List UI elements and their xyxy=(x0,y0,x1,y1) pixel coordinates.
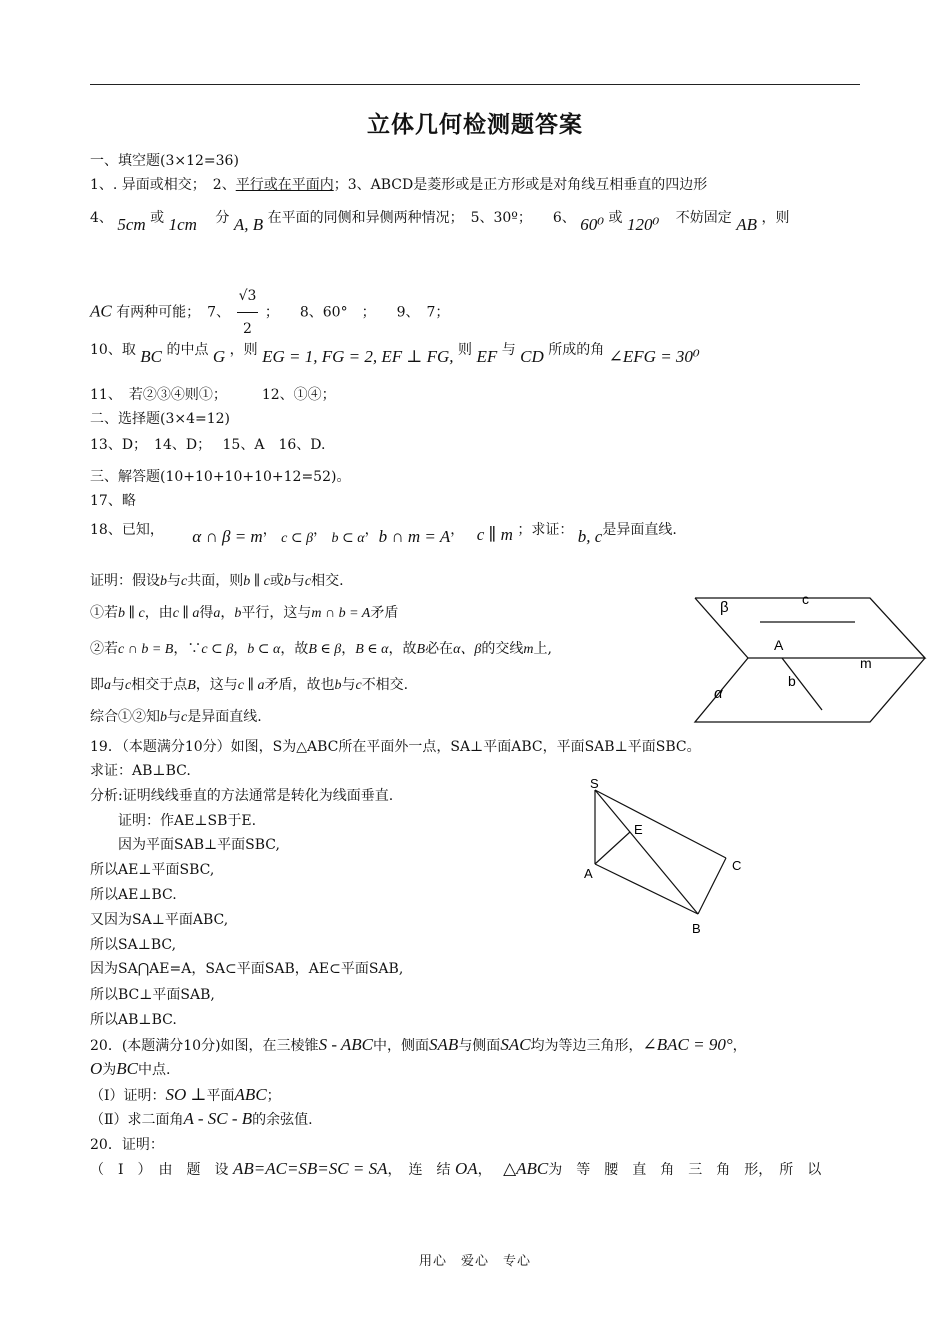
q19-line-5: 因为平面SAB⊥平面SBC, xyxy=(90,837,280,853)
fraction: $\frac{√3}{2}$ xyxy=(237,280,259,345)
q19-line-8: 又因为SA⊥平面ABC, xyxy=(90,912,229,928)
plane-alpha-outline xyxy=(695,658,925,722)
q20-line-2: O为BC中点. xyxy=(90,1059,171,1078)
label-C: C xyxy=(732,858,742,873)
choice-answers: 13、D； 14、D； 15、A 16、D. xyxy=(90,437,326,453)
q19-line-1: 19．（本题满分10分）如图，S为△ABC所在平面外一点，SA⊥平面ABC，平面SAB⊥平面SBC。 xyxy=(90,739,701,755)
page-title: 立体几何检测题答案 xyxy=(367,111,583,138)
answer-line-4b-9: AC 有两种可能； 7、 $\frac{√3}{2}$ ； 8、60° ； 9、 7； xyxy=(90,280,449,345)
q19-line-9: 所以SA⊥BC, xyxy=(90,937,177,953)
q17-answer: 17、略 xyxy=(90,493,136,509)
proof-line-2: ①若b ∥ c，由c ∥ a得a，b平行，这与m ∩ b = A矛盾 xyxy=(90,605,399,621)
q19-line-2: 求证：AB⊥BC. xyxy=(90,763,191,779)
q20-line-5: 20．证明： xyxy=(90,1137,164,1153)
section2-heading: 二、选择题(3×4=12) xyxy=(90,411,231,427)
answer-line-10: 10、取 BC 的中点 G ，则 EG = 1, FG = 2, EF ⊥ FG, 则 EF 与 CD 所成的角 ∠EFG = 30⁰ xyxy=(90,342,700,366)
pyramid-figure xyxy=(580,772,750,942)
label-S: S xyxy=(590,776,599,791)
q20-line-1: 20．(本题满分10分)如图，在三棱锥S - ABC中，侧面SAB与侧面SAC均为等边三角形，∠BAC = 90°， xyxy=(90,1035,747,1054)
q19-line-12: 所以AB⊥BC. xyxy=(90,1012,177,1028)
section1-heading: 一、填空题(3×12=36) xyxy=(90,153,239,169)
label-c: c xyxy=(802,591,809,607)
proof-line-4: 即a与c相交于点B，这与c ∥ a矛盾，故也b与c不相交. xyxy=(90,677,409,693)
q19-line-4: 证明：作AE⊥SB于E. xyxy=(90,813,257,829)
label-alpha: α xyxy=(714,685,723,702)
proof-line-5: 综合①②知b与c是异面直线. xyxy=(90,709,262,725)
edge-SC xyxy=(595,790,726,858)
label-E: E xyxy=(634,822,643,837)
top-rule xyxy=(90,84,860,85)
plane-beta-outline xyxy=(695,598,925,658)
q18-statement: 18、已知， α ∩ β = m， c ⊂ β， b ⊂ α，b ∩ m = A， c ∥ m ；求证： b, c是异面直线. xyxy=(90,522,677,546)
label-m: m xyxy=(860,655,872,671)
segment-AE xyxy=(595,832,630,864)
answer-line-11-12: 11、 若②③④则①； 12、①④； xyxy=(90,387,336,403)
edge-BC xyxy=(698,858,726,914)
q19-line-3: 分析:证明线线垂直的方法通常是转化为线面垂直. xyxy=(90,788,394,804)
section3-heading: 三、解答题(10+10+10+10+12=52)。 xyxy=(90,469,351,485)
label-B: B xyxy=(692,921,701,936)
q19-line-7: 所以AE⊥BC. xyxy=(90,887,177,903)
label-b: b xyxy=(788,673,796,689)
q20-line-6: （ Ⅰ ） 由 题 设 AB=AC=SB=SC = SA， 连 结 OA， △ABC为 等 腰 直 角 三 角 形， 所 以 xyxy=(90,1159,822,1178)
edge-AB xyxy=(595,864,698,914)
page-footer: 用心 爱心 专心 xyxy=(418,1254,531,1269)
q19-line-11: 所以BC⊥平面SAB, xyxy=(90,987,215,1003)
proof-line-1: 证明：假设b与c共面，则b ∥ c或b与c相交. xyxy=(90,573,344,589)
label-A: A xyxy=(584,866,593,881)
answer-line-1-3: 1、. 异面或相交； 2、平行或在平面内；3、ABCD是菱形或是正方形或是对角线互相垂直的四边形 xyxy=(90,177,708,193)
edge-SB xyxy=(595,790,698,914)
label-beta: β xyxy=(720,599,729,616)
proof-line-3: ②若c ∩ b = B，∵c ⊂ β，b ⊂ α，故B ∈ β，B ∈ α，故B必在α、β的交线m上, xyxy=(90,641,552,657)
label-A: A xyxy=(774,637,784,653)
q19-line-10: 因为SA⋂AE=A，SA⊂平面SAB，AE⊂平面SAB, xyxy=(90,961,404,977)
underlined-answer: 平行或在平面内 xyxy=(235,177,334,193)
planes-figure xyxy=(690,590,930,730)
answer-line-4-6: 4、 5cm 或 1cm 分 A, B 在平面的同侧和异侧两种情况； 5、30º； 6、 60⁰ 或 120⁰ 不妨固定 AB ，则 xyxy=(90,210,790,234)
q20-line-3: （Ⅰ）证明：SO ⊥平面ABC； xyxy=(90,1085,281,1104)
q20-line-4: （Ⅱ）求二面角A - SC - B的余弦值. xyxy=(90,1109,313,1128)
q19-line-6: 所以AE⊥平面SBC, xyxy=(90,862,215,878)
